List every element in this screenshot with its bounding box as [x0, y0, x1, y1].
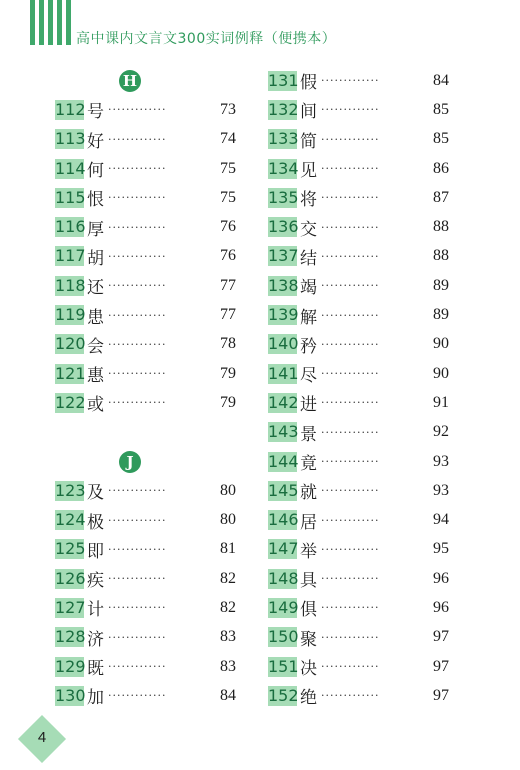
entry-leader: ·············	[321, 132, 380, 146]
header-stripe	[66, 0, 71, 45]
entry-leader: ·············	[108, 249, 167, 263]
index-entry	[268, 183, 458, 212]
entry-page: 78	[220, 335, 236, 353]
index-entry	[55, 476, 245, 505]
index-entry	[55, 300, 245, 329]
entry-page: 80	[220, 511, 236, 529]
entry-character: 还	[87, 278, 104, 299]
entry-number: 129	[55, 656, 86, 676]
entry-leader: ·············	[321, 191, 380, 205]
entry-leader: ·············	[321, 249, 380, 263]
index-column-right	[268, 66, 458, 711]
entry-leader: ·············	[108, 103, 167, 117]
index-entry	[55, 125, 245, 154]
index-entry	[268, 95, 458, 124]
entry-number: 134	[268, 158, 299, 178]
entry-number: 150	[268, 627, 299, 647]
entry-leader: ·············	[108, 630, 167, 644]
entry-number: 118	[55, 275, 86, 295]
entry-number: 126	[55, 568, 86, 588]
entry-leader: ·············	[108, 308, 167, 322]
entry-character: 何	[87, 161, 104, 182]
index-entry	[55, 652, 245, 681]
entry-leader: ·············	[108, 396, 167, 410]
index-entry	[268, 681, 458, 710]
entry-number: 132	[268, 99, 299, 119]
entry-character: 交	[300, 219, 317, 240]
entry-character: 见	[300, 161, 317, 182]
index-entry	[268, 623, 458, 652]
index-entry	[55, 593, 245, 622]
index-entry	[268, 330, 458, 359]
entry-page: 74	[220, 130, 236, 148]
index-entry	[268, 447, 458, 476]
entry-number: 144	[268, 451, 299, 471]
entry-page: 90	[433, 364, 449, 382]
entry-page: 79	[220, 364, 236, 382]
entry-character: 结	[300, 248, 317, 269]
entry-number: 146	[268, 510, 299, 530]
entry-character: 矜	[300, 336, 317, 357]
entry-number: 147	[268, 539, 299, 559]
entry-leader: ·············	[108, 132, 167, 146]
entry-leader: ·············	[321, 572, 380, 586]
entry-leader: ·············	[321, 396, 380, 410]
entry-leader: ·············	[108, 660, 167, 674]
entry-leader: ·············	[321, 279, 380, 293]
entry-leader: ·············	[321, 308, 380, 322]
index-entry	[55, 95, 245, 124]
entry-number: 114	[55, 158, 86, 178]
entry-character: 决	[300, 659, 317, 680]
entry-page: 96	[433, 598, 449, 616]
entry-leader: ·············	[321, 103, 380, 117]
entry-character: 患	[87, 307, 104, 328]
entry-leader: ·············	[321, 74, 380, 88]
section-letter-badge: J	[119, 451, 141, 473]
entry-character: 胡	[87, 248, 104, 269]
entry-number: 142	[268, 392, 299, 412]
index-entry	[268, 359, 458, 388]
entry-number: 116	[55, 217, 86, 237]
entry-page: 82	[220, 569, 236, 587]
index-entry	[55, 271, 245, 300]
entry-number: 141	[268, 363, 299, 383]
entry-leader: ·············	[108, 337, 167, 351]
entry-page: 82	[220, 598, 236, 616]
index-entry	[268, 505, 458, 534]
entry-character: 计	[87, 600, 104, 621]
entry-page: 85	[433, 130, 449, 148]
entry-leader: ·············	[108, 513, 167, 527]
entry-page: 88	[433, 218, 449, 236]
entry-character: 及	[87, 483, 104, 504]
entry-page: 73	[220, 100, 236, 118]
entry-number: 138	[268, 275, 299, 295]
entry-leader: ·············	[321, 337, 380, 351]
entry-leader: ·············	[108, 191, 167, 205]
entry-leader: ·············	[108, 689, 167, 703]
entry-page: 93	[433, 481, 449, 499]
entry-character: 济	[87, 629, 104, 650]
entry-page: 83	[220, 628, 236, 646]
index-entry	[268, 154, 458, 183]
book-title: 高中课内文言文300实词例释（便携本）	[76, 31, 337, 47]
index-entry	[268, 476, 458, 505]
header-stripe	[39, 0, 44, 45]
entry-character: 或	[87, 395, 104, 416]
entry-character: 解	[300, 307, 317, 328]
header-stripe	[48, 0, 53, 45]
section-letter-badge: H	[119, 70, 141, 92]
entry-leader: ·············	[321, 630, 380, 644]
entry-number: 123	[55, 480, 86, 500]
entry-number: 120	[55, 334, 86, 354]
entry-character: 惠	[87, 366, 104, 387]
entry-leader: ·············	[321, 484, 380, 498]
entry-page: 84	[433, 71, 449, 89]
entry-leader: ·············	[108, 279, 167, 293]
entry-number: 122	[55, 392, 86, 412]
entry-leader: ·············	[108, 220, 167, 234]
entry-page: 94	[433, 511, 449, 529]
entry-page: 97	[433, 657, 449, 675]
section-spacer	[55, 418, 245, 447]
entry-character: 号	[87, 102, 104, 123]
index-entry	[268, 271, 458, 300]
entry-page: 86	[433, 159, 449, 177]
index-entry	[268, 300, 458, 329]
entry-number: 127	[55, 597, 86, 617]
entry-page: 84	[220, 686, 236, 704]
entry-page: 81	[220, 540, 236, 558]
index-entry	[268, 242, 458, 271]
entry-number: 130	[55, 685, 86, 705]
index-column-left	[55, 66, 245, 711]
header-stripes	[30, 0, 70, 45]
entry-number: 121	[55, 363, 86, 383]
index-entry	[55, 242, 245, 271]
entry-character: 间	[300, 102, 317, 123]
entry-character: 厚	[87, 219, 104, 240]
entry-character: 就	[300, 483, 317, 504]
entry-character: 好	[87, 131, 104, 152]
entry-leader: ·············	[108, 484, 167, 498]
entry-character: 聚	[300, 629, 317, 650]
entry-page: 79	[220, 393, 236, 411]
entry-character: 假	[300, 73, 317, 94]
entry-character: 竭	[300, 278, 317, 299]
entry-number: 128	[55, 627, 86, 647]
header-stripe	[30, 0, 35, 45]
entry-page: 77	[220, 306, 236, 324]
entry-page: 76	[220, 218, 236, 236]
entry-character: 尽	[300, 366, 317, 387]
index-entry	[55, 535, 245, 564]
entry-page: 85	[433, 100, 449, 118]
entry-page: 87	[433, 188, 449, 206]
entry-page: 88	[433, 247, 449, 265]
entry-number: 133	[268, 129, 299, 149]
entry-page: 89	[433, 306, 449, 324]
index-entry	[55, 681, 245, 710]
entry-leader: ·············	[108, 542, 167, 556]
entry-leader: ·············	[108, 572, 167, 586]
entry-page: 75	[220, 159, 236, 177]
entry-number: 119	[55, 305, 86, 325]
index-entry	[268, 212, 458, 241]
entry-character: 具	[300, 571, 317, 592]
entry-character: 简	[300, 131, 317, 152]
entry-page: 91	[433, 393, 449, 411]
entry-leader: ·············	[321, 542, 380, 556]
entry-leader: ·············	[321, 689, 380, 703]
entry-number: 143	[268, 422, 299, 442]
index-entry	[55, 388, 245, 417]
entry-number: 151	[268, 656, 299, 676]
entry-page: 75	[220, 188, 236, 206]
entry-page: 80	[220, 481, 236, 499]
entry-page: 95	[433, 540, 449, 558]
entry-leader: ·············	[321, 455, 380, 468]
entry-number: 149	[268, 597, 299, 617]
entry-page: 89	[433, 276, 449, 294]
entry-leader: ·············	[108, 601, 167, 615]
entry-character: 居	[300, 512, 317, 533]
index-entry	[268, 652, 458, 681]
entry-character: 加	[87, 688, 104, 709]
entry-number: 112	[55, 99, 86, 119]
index-entry	[55, 623, 245, 652]
entry-number: 117	[55, 246, 86, 266]
entry-number: 137	[268, 246, 299, 266]
entry-character: 竟	[300, 454, 317, 474]
entry-leader: ·············	[108, 162, 167, 176]
index-entry	[268, 388, 458, 417]
entry-character: 疾	[87, 571, 104, 592]
index-entry	[55, 183, 245, 212]
entry-page: 83	[220, 657, 236, 675]
index-entry	[55, 330, 245, 359]
entry-character: 极	[87, 512, 104, 533]
entry-character: 既	[87, 659, 104, 680]
index-entry	[268, 418, 458, 447]
entry-number: 113	[55, 129, 86, 149]
index-entry	[55, 359, 245, 388]
entry-character: 将	[300, 190, 317, 211]
index-entry	[268, 125, 458, 154]
section-letter-row	[55, 66, 205, 95]
entry-leader: ·············	[321, 425, 380, 439]
entry-leader: ·············	[321, 220, 380, 234]
entry-character: 进	[300, 395, 317, 416]
entry-page: 96	[433, 569, 449, 587]
entry-leader: ·············	[321, 367, 380, 381]
entry-number: 124	[55, 510, 86, 530]
index-entry	[268, 593, 458, 622]
entry-character: 恨	[87, 190, 104, 211]
index-entry	[55, 154, 245, 183]
entry-number: 145	[268, 480, 299, 500]
entry-number: 140	[268, 334, 299, 354]
entry-leader: ·············	[321, 601, 380, 615]
entry-character: 即	[87, 541, 104, 562]
entry-number: 152	[268, 685, 299, 705]
entry-character: 举	[300, 541, 317, 562]
index-entry	[55, 505, 245, 534]
entry-character: 绝	[300, 688, 317, 709]
index-entry	[268, 66, 458, 95]
entry-number: 131	[268, 70, 299, 90]
entry-character: 景	[300, 424, 317, 445]
index-entry	[55, 212, 245, 241]
entry-number: 115	[55, 187, 86, 207]
section-letter-row	[55, 447, 205, 476]
entry-character: 俱	[300, 600, 317, 621]
entry-page: 90	[433, 335, 449, 353]
entry-character: 会	[87, 336, 104, 357]
page-number: 4	[37, 729, 47, 746]
entry-number: 136	[268, 217, 299, 237]
entry-number: 125	[55, 539, 86, 559]
entry-number: 148	[268, 568, 299, 588]
entry-page: 97	[433, 686, 449, 704]
entry-leader: ·············	[108, 367, 167, 381]
index-entry	[268, 535, 458, 564]
entry-page: 77	[220, 276, 236, 294]
entry-leader: ·············	[321, 660, 380, 674]
entry-page: 93	[433, 452, 449, 470]
header-stripe	[57, 0, 62, 45]
entry-leader: ·············	[321, 513, 380, 527]
entry-number: 139	[268, 305, 299, 325]
index-entry	[268, 564, 458, 593]
entry-number: 135	[268, 187, 299, 207]
entry-page: 97	[433, 628, 449, 646]
entry-page: 76	[220, 247, 236, 265]
entry-page: 92	[433, 423, 449, 441]
index-entry	[55, 564, 245, 593]
entry-leader: ·············	[321, 162, 380, 176]
